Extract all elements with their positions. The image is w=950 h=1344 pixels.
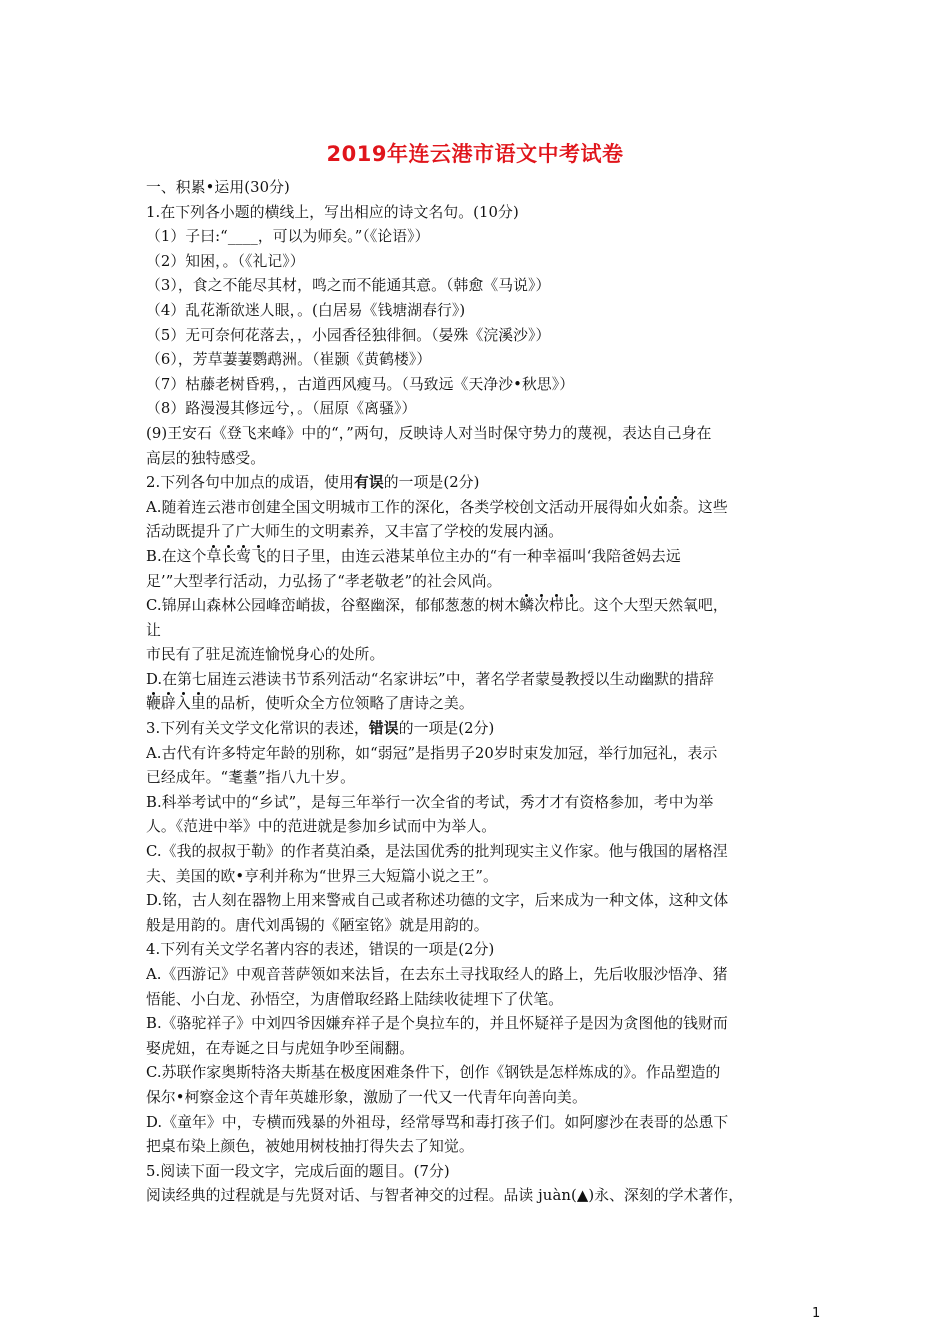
stem-text: 2.下列各句中加点的成语，使用: [146, 474, 354, 492]
text-line: （7）枯藤老树昏鸦，，古道西风瘦马。（马致远《天净沙•秋思》）: [146, 375, 575, 393]
question-4-stem: 4.下列有关文学名著内容的表述，错误的一项是(2分): [146, 941, 495, 959]
text-line: D.铭，古人刻在器物上用来警戒自己或者称述功德的文字，后来成为一种文体，这种文体: [146, 892, 729, 910]
page-number: 1: [812, 1306, 821, 1321]
option-c-line: [146, 594, 814, 619]
option-d-line-2: [146, 692, 814, 717]
text-line: (9)王安石《登飞来峰》中的“，”两句，反映诗人对当时保守势力的蔑视，表达自己身在: [146, 424, 712, 442]
dotted-character: 比: [563, 597, 579, 615]
dotted-character: 草: [206, 547, 222, 565]
option-text: C.锦屏山森林公园峰峦峭拔，谷壑幽深，郁郁葱葱的树木: [146, 597, 520, 615]
stem-emphasis: 有误: [353, 474, 384, 492]
text-line: D.《童年》中，专横而残暴的外祖母，经常辱骂和毒打孩子们。如阿廖沙在表哥的怂恿下: [146, 1113, 729, 1131]
dotted-character: 栉: [549, 597, 564, 615]
text-line: A.《西游记》中观音菩萨领如来法旨，在去东土寻找取经人的路上，先后收服沙悟净、猪: [146, 966, 728, 983]
stem-text: 的一项是(2分): [383, 474, 480, 492]
dotted-character: 辟: [160, 695, 176, 713]
dotted-character: 飞: [251, 547, 267, 565]
text-line: （2）知困，。（《礼记》）: [146, 252, 305, 270]
dotted-character: 荼: [668, 498, 684, 516]
text-line: （5）无可奈何花落去，，小园香径独徘徊。（晏殊《浣溪沙》）: [146, 326, 551, 344]
text-line: B.《骆驼祥子》中刘四爷因嫌弃祥子是个臭拉车的，并且怀疑祥子是因为贪图他的钱财而: [146, 1015, 728, 1033]
text-line: 夫、美国的欧•亨利并称为“世界三大短篇小说之王”。: [146, 867, 498, 885]
text-line: 1.在下列各小题的横线上，写出相应的诗文名句。(10分): [146, 203, 519, 221]
text-line: 保尔•柯察金这个青年英雄形象，激励了一代又一代青年向善向美。: [146, 1088, 587, 1106]
text-line: 一、积累•运用(30分): [146, 179, 290, 196]
option-text: B.在这个: [146, 547, 207, 565]
option-text: 。这些: [683, 498, 728, 516]
option-text: 的日子里，由连云港某单位主办的“有一种幸福叫‘我陪爸妈去远: [266, 547, 681, 565]
text-line: 悟能、小白龙、孙悟空，为唐僧取经路上陆续收徒埋下了伏笔。: [146, 990, 564, 1008]
document-title: 2019年连云港市语文中考试卷: [326, 142, 624, 166]
text-line: 已经成年。“耄耋”指八九十岁。: [146, 769, 355, 787]
dotted-character: 如: [623, 498, 639, 516]
option-a-line: [146, 496, 814, 521]
question-5-stem: 5.阅读下面一段文字，完成后面的题目。(7分): [146, 1162, 450, 1180]
dotted-character: 长: [221, 547, 237, 565]
text-line: B.科举考试中的“乡试”，是每三年举行一次全省的考试，秀才才有资格参加，考中为举: [146, 793, 714, 811]
dotted-character: 鳞: [519, 597, 535, 615]
document-body: [146, 176, 814, 1209]
text-line: A.古代有许多特定年龄的别称，如“弱冠”是指男子20岁时束发加冠，举行加冠礼，表示: [146, 744, 718, 762]
dotted-idiom: [623, 499, 683, 516]
text-line: 把桌布染上颜色，被她用树枝抽打得失去了知觉。: [146, 1138, 474, 1156]
dotted-idiom: [146, 695, 206, 712]
dotted-character: 鞭: [146, 695, 161, 713]
text-line: 般是用韵的。唐代刘禹锡的《陋室铭》就是用韵的。: [146, 916, 489, 934]
dotted-character: 莺: [236, 547, 252, 565]
text-line: （8）路漫漫其修远兮，。（屈原《离骚》）: [146, 400, 417, 418]
dotted-character: 如: [653, 498, 669, 516]
question-2-stem: [146, 471, 814, 496]
stem-text: 的一项是(2分): [398, 720, 495, 738]
text-line: 阅读经典的过程就是与先贤对话、与智者神交的过程。品读 juàn(▲)永、深刻的学术著作，: [146, 1187, 744, 1205]
stem-text: 3.下列有关文学文化常识的表述，: [146, 720, 369, 738]
option-b-line: [146, 545, 814, 570]
text-line: （6），芳草萋萋鹦鹉洲。（崔颢《黄鹤楼》）: [146, 351, 432, 369]
text-line: （4）乱花渐欲迷人眼，。(白居易《钱塘湖春行》): [146, 301, 466, 319]
text-line: 市民有了驻足流连愉悦身心的处所。: [146, 646, 385, 664]
dotted-character: 火: [638, 498, 654, 516]
dotted-idiom: [519, 597, 579, 614]
text-line: C.苏联作家奥斯特洛夫斯基在极度困难条件下，创作《钢铁是怎样炼成的》。作品塑造的: [146, 1064, 721, 1082]
option-text: 。这个大型天然氧吧，: [578, 597, 728, 615]
text-line: 高层的独特感受。: [146, 449, 266, 467]
dotted-character: 次: [534, 597, 550, 615]
text-line: 让: [146, 621, 161, 639]
stem-emphasis: 错误: [368, 720, 399, 738]
text-line: 活动既提升了广大师生的文明素养，又丰富了学校的发展内涵。: [146, 523, 564, 541]
option-text: A.随着连云港市创建全国文明城市工作的深化，各类学校创文活动开展得: [146, 498, 624, 516]
text-line: C.《我的叔叔于勒》的作者莫泊桑，是法国优秀的批判现实主义作家。他与俄国的屠格涅: [146, 843, 728, 861]
dotted-idiom: [206, 548, 266, 565]
text-line: 足’”大型孝行活动，力弘扬了“孝老敬老”的社会风尚。: [146, 572, 502, 590]
text-line: 人。《范进中举》中的范进就是参加乡试而中为举人。: [146, 818, 497, 836]
dotted-character: 入: [175, 695, 191, 713]
text-line: 娶虎妞，在寿诞之日与虎妞争吵至闹翻。: [146, 1039, 415, 1057]
text-line: （3），食之不能尽其材，鸣之而不能通其意。（韩愈《马说》）: [146, 277, 551, 295]
text-line: （1）子曰:“____，可以为师矣。”（《论语》）: [146, 228, 430, 246]
question-3-stem: [146, 717, 814, 742]
dotted-character: 里: [190, 695, 206, 713]
option-text: 的品析，使听众全方位领略了唐诗之美。: [205, 695, 474, 713]
option-d-line: D.在第七届连云港读书节系列活动“名家讲坛”中，著名学者蒙曼教授以生动幽默的措辞: [146, 670, 714, 688]
